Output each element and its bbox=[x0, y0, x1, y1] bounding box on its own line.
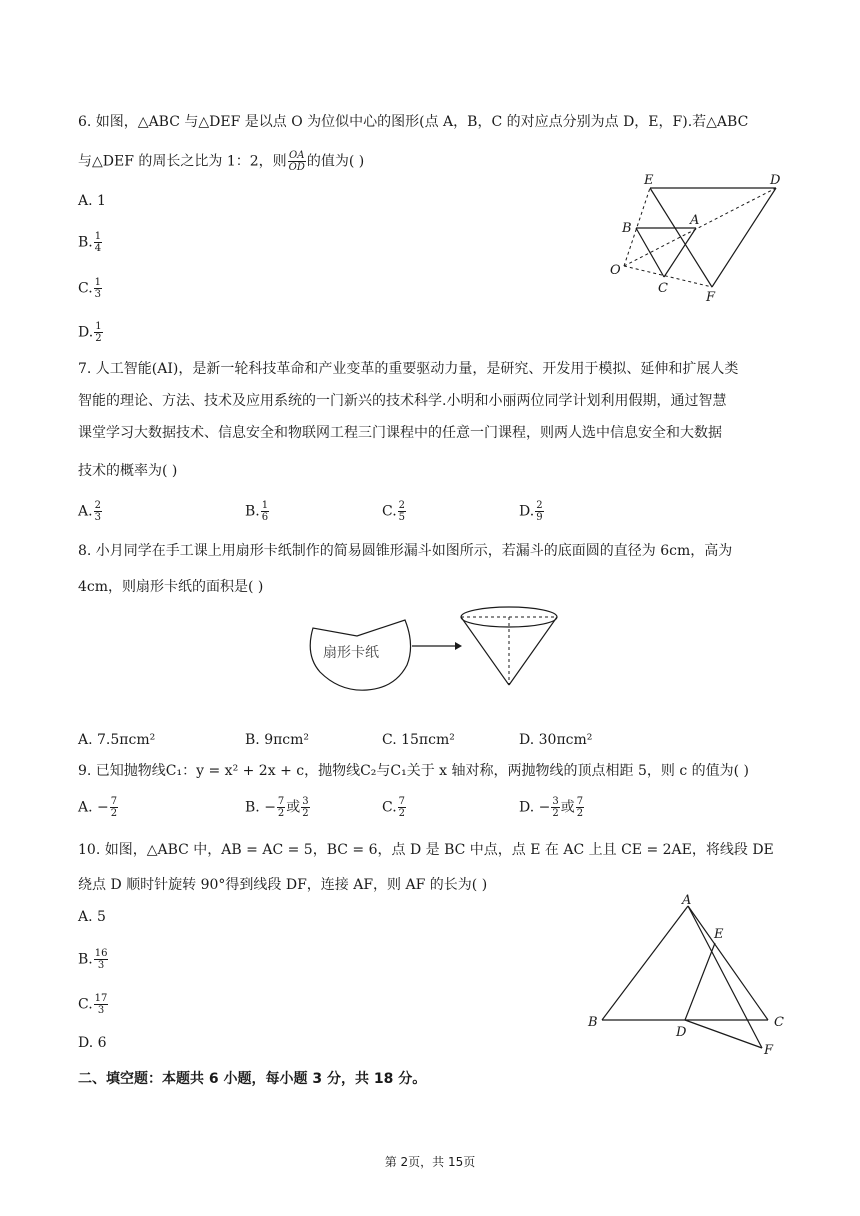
label-f: F bbox=[706, 290, 716, 305]
label-b: B bbox=[588, 1015, 598, 1030]
q6-option-b: B. $\frac{1}{4}$ bbox=[78, 231, 102, 254]
segment-df bbox=[712, 188, 776, 287]
label-b: B bbox=[622, 221, 632, 236]
q8-option-b: B. 9πcm² bbox=[245, 732, 310, 748]
dashed-od bbox=[624, 188, 776, 266]
q6-stem-text: 与△DEF 的周长之比为 1：2，则 bbox=[78, 153, 287, 170]
q6-option-d: D. $\frac{1}{2}$ bbox=[78, 321, 102, 344]
q6-figure bbox=[600, 170, 800, 305]
q10-figure bbox=[580, 890, 800, 1065]
q8-option-d: D. 30πcm² bbox=[519, 732, 593, 748]
q7-stem-line4: 技术的概率为( ) bbox=[78, 463, 178, 479]
q7-stem-line1: 7. 人工智能(AI)，是新一轮科技革命和产业变革的重要驱动力量，是研究、开发用于模拟、延伸和扩展人类 bbox=[78, 361, 739, 377]
q9-option-c: C. $\frac{7}{2}$ bbox=[382, 796, 406, 819]
label-a: A bbox=[690, 213, 700, 228]
q9-option-b: B. − $\frac{7}{2}$ 或 $\frac{3}{2}$ bbox=[245, 796, 309, 819]
arrow-head bbox=[455, 642, 462, 650]
dashed-of bbox=[624, 266, 712, 287]
label-d: D bbox=[770, 173, 781, 188]
label-d: D bbox=[676, 1025, 687, 1040]
q6-option-c: C. $\frac{1}{3}$ bbox=[78, 277, 102, 300]
q6-stem-end: 的值为( ) bbox=[306, 153, 365, 170]
q8-option-c: C. 15πcm² bbox=[382, 732, 455, 748]
segment-ab bbox=[602, 906, 688, 1020]
q6-ratio-fraction: $\frac{OA}{OD}$ bbox=[288, 150, 305, 173]
page-footer: 第 2页，共 15页 bbox=[384, 1155, 476, 1169]
q9-stem: 9. 已知抛物线C₁：y = x² + 2x + c，抛物线C₂与C₁关于 x 轴对称，两抛物线的顶点相距 5，则 c 的值为( ) bbox=[78, 763, 750, 779]
label-o: O bbox=[610, 263, 621, 278]
segment-bc bbox=[636, 228, 664, 277]
sector-card-label: 扇形卡纸 bbox=[323, 645, 379, 661]
q10-stem-line1: 10. 如图，△ABC 中，AB = AC = 5，BC = 6，点 D 是 BC 中点，点 E 在 AC 上且 CE = 2AE，将线段 DE bbox=[78, 842, 774, 858]
q10-option-b: B. $\frac{16}{3}$ bbox=[78, 948, 108, 971]
q10-option-c: C. $\frac{17}{3}$ bbox=[78, 993, 108, 1016]
q9-option-d: D. − $\frac{3}{2}$ 或 $\frac{7}{2}$ bbox=[519, 796, 584, 819]
q7-stem-line3: 课堂学习大数据技术、信息安全和物联网工程三门课程中的任意一门课程，则两人选中信息安全和大数据 bbox=[78, 425, 722, 441]
label-c: C bbox=[658, 281, 668, 296]
segment-ef bbox=[650, 188, 712, 287]
q6-stem-line1: 6. 如图，△ABC 与△DEF 是以点 O 为位似中心的图形(点 A，B，C 的对应点分别为点 D，E，F).若△ABC bbox=[78, 114, 749, 130]
q7-option-c: C. $\frac{2}{5}$ bbox=[382, 500, 406, 523]
q8-option-a: A. 7.5πcm² bbox=[78, 732, 156, 748]
segment-ac bbox=[688, 906, 768, 1020]
q8-stem-line1: 8. 小月同学在手工课上用扇形卡纸制作的简易圆锥形漏斗如图所示，若漏斗的底面圆的直径为 6cm，高为 bbox=[78, 543, 733, 559]
q7-option-d: D. $\frac{2}{9}$ bbox=[519, 500, 543, 523]
q10-stem-line2: 绕点 D 顺时针旋转 90°得到线段 DF，连接 AF，则 AF 的长为( ) bbox=[78, 877, 488, 893]
segment-de bbox=[685, 943, 715, 1020]
label-c: C bbox=[774, 1015, 784, 1030]
q8-figure bbox=[295, 600, 565, 695]
segment-df bbox=[685, 1020, 762, 1048]
q7-stem-line2: 智能的理论、方法、技术及应用系统的一门新兴的技术科学.小明和小丽两位同学计划利用假期，通过智慧 bbox=[78, 393, 727, 409]
section-2-heading: 二、填空题：本题共 6 小题，每小题 3 分，共 18 分。 bbox=[78, 1071, 427, 1087]
q10-option-d: D. 6 bbox=[78, 1035, 107, 1051]
q10-option-a: A. 5 bbox=[78, 909, 106, 925]
label-a: A bbox=[682, 893, 692, 908]
label-e: E bbox=[644, 173, 654, 188]
q6-stem-line2 bbox=[78, 150, 364, 173]
q7-option-b: B. $\frac{1}{6}$ bbox=[245, 500, 269, 523]
q9-option-a: A. − $\frac{7}{2}$ bbox=[78, 796, 118, 819]
segment-af bbox=[688, 906, 762, 1048]
q7-option-a: A. $\frac{2}{3}$ bbox=[78, 500, 101, 523]
q8-stem-line2: 4cm，则扇形卡纸的面积是( ) bbox=[78, 579, 264, 595]
label-e: E bbox=[714, 927, 724, 942]
q6-option-a: A. 1 bbox=[78, 193, 106, 209]
label-f: F bbox=[764, 1043, 774, 1058]
